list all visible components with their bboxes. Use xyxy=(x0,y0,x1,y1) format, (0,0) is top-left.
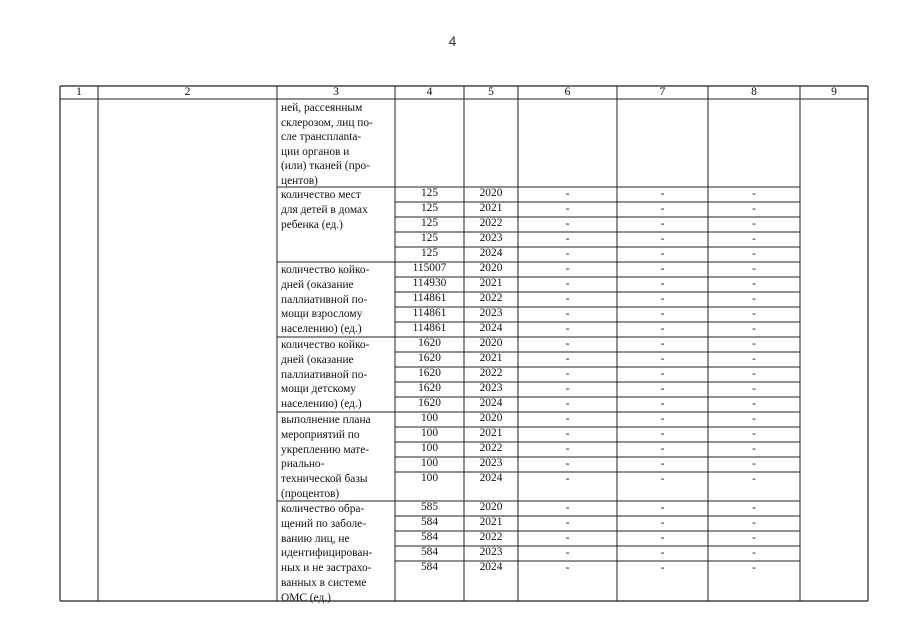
empty-dash-col-8: - xyxy=(752,517,756,529)
indicator-year: 2023 xyxy=(479,232,503,244)
indicator-value: 1620 xyxy=(418,397,441,409)
indicator-year: 2024 xyxy=(479,561,503,573)
indicator-year: 2020 xyxy=(479,187,503,199)
empty-dash-col-6: - xyxy=(565,203,570,215)
empty-dash-col-7: - xyxy=(660,218,665,230)
empty-dash-col-6: - xyxy=(565,368,570,380)
empty-dash-col-6: - xyxy=(565,188,570,200)
empty-dash-col-8: - xyxy=(752,413,756,425)
indicator-value: 125 xyxy=(420,202,439,214)
indicator-name-line: паллиативной по- xyxy=(281,368,368,381)
empty-dash-col-7: - xyxy=(660,473,665,485)
indicator-name-line: дней (оказание xyxy=(281,353,354,366)
indicator-name-line: для детей в домах xyxy=(281,203,368,216)
indicator-year: 2022 xyxy=(479,442,503,454)
indicator-name-line: щений по заболе- xyxy=(281,517,367,530)
empty-dash-col-8: - xyxy=(752,353,756,365)
indicator-name-line: паллиативной по- xyxy=(281,293,368,306)
indicator-year: 2021 xyxy=(479,427,503,439)
indicator-value: 585 xyxy=(420,501,439,513)
indicator-value: 125 xyxy=(420,232,439,244)
indicator-year: 2023 xyxy=(479,307,503,319)
indicator-name-line: ванию лиц, не xyxy=(281,532,350,545)
empty-dash-col-7: - xyxy=(660,413,665,425)
empty-dash-col-7: - xyxy=(660,293,665,305)
indicator-value: 1620 xyxy=(418,367,441,379)
indicator-value: 114861 xyxy=(412,292,447,304)
empty-dash-col-6: - xyxy=(565,338,570,350)
indicator-value: 1620 xyxy=(418,337,441,349)
continuation-text-line: сле трансплanta- xyxy=(281,131,362,143)
empty-dash-col-6: - xyxy=(565,517,570,529)
indicator-year: 2023 xyxy=(479,546,503,558)
column-header-1: 1 xyxy=(76,86,82,98)
empty-dash-col-6: - xyxy=(565,308,570,320)
empty-dash-col-7: - xyxy=(660,398,665,410)
indicator-value: 114861 xyxy=(412,307,447,319)
empty-dash-col-7: - xyxy=(660,263,665,275)
indicator-value: 125 xyxy=(420,187,439,199)
empty-dash-col-8: - xyxy=(752,562,756,574)
indicator-value: 100 xyxy=(420,412,439,424)
indicator-name-line: укреплению мате- xyxy=(281,443,370,456)
empty-dash-col-8: - xyxy=(752,458,756,470)
empty-dash-col-7: - xyxy=(660,502,665,514)
indicator-value: 115007 xyxy=(412,262,447,274)
empty-dash-col-7: - xyxy=(660,188,665,200)
column-header-6: 6 xyxy=(564,86,571,98)
indicator-year: 2020 xyxy=(479,501,503,513)
indicator-value: 584 xyxy=(420,561,439,573)
empty-dash-col-7: - xyxy=(660,562,665,574)
empty-dash-col-7: - xyxy=(660,368,665,380)
empty-dash-col-7: - xyxy=(660,547,665,559)
indicator-value: 100 xyxy=(420,427,439,439)
empty-dash-col-7: - xyxy=(660,308,665,320)
empty-dash-col-6: - xyxy=(565,458,570,470)
indicator-year: 2021 xyxy=(479,202,503,214)
indicator-name-line: идентифицирован- xyxy=(281,547,373,560)
empty-dash-col-6: - xyxy=(565,248,570,260)
indicator-name-line: количество обра- xyxy=(281,503,365,515)
empty-dash-col-8: - xyxy=(752,547,756,559)
empty-dash-col-6: - xyxy=(565,278,570,290)
indicator-name-line: риально- xyxy=(281,458,325,471)
empty-dash-col-6: - xyxy=(565,263,570,275)
empty-dash-col-6: - xyxy=(565,428,570,440)
empty-dash-col-6: - xyxy=(565,383,570,395)
empty-dash-col-7: - xyxy=(660,353,665,365)
indicator-year: 2024 xyxy=(479,397,503,409)
empty-dash-col-7: - xyxy=(660,248,665,260)
column-header-3: 3 xyxy=(333,86,339,98)
empty-dash-col-8: - xyxy=(752,263,756,275)
indicator-value: 100 xyxy=(420,442,439,454)
empty-dash-col-6: - xyxy=(565,353,570,365)
continuation-text-line: центов) xyxy=(281,174,318,187)
empty-dash-col-7: - xyxy=(660,532,665,544)
indicator-year: 2024 xyxy=(479,322,503,334)
indicator-name-line: мероприятий по xyxy=(281,428,360,441)
empty-dash-col-6: - xyxy=(565,323,570,335)
column-header-8: 8 xyxy=(751,86,757,98)
indicator-year: 2022 xyxy=(479,292,503,304)
empty-dash-col-8: - xyxy=(752,323,756,335)
indicator-name-line: мощи взрослому xyxy=(281,308,363,321)
indicator-year: 2021 xyxy=(479,277,503,289)
indicator-value: 114930 xyxy=(412,277,447,289)
empty-dash-col-8: - xyxy=(752,443,756,455)
indicator-year: 2022 xyxy=(479,531,503,543)
empty-dash-col-7: - xyxy=(660,203,665,215)
empty-dash-col-6: - xyxy=(565,562,570,574)
empty-dash-col-8: - xyxy=(752,428,756,440)
column-header-7: 7 xyxy=(659,86,666,98)
empty-dash-col-8: - xyxy=(752,368,756,380)
empty-dash-col-6: - xyxy=(565,502,570,514)
indicator-name-line: мощи детскому xyxy=(281,383,356,396)
indicator-value: 584 xyxy=(420,516,439,528)
empty-dash-col-7: - xyxy=(660,383,665,395)
indicator-value: 584 xyxy=(420,531,439,543)
indicator-year: 2021 xyxy=(479,352,503,364)
indicator-year: 2021 xyxy=(479,516,503,528)
indicator-name-line: ребенка (ед.) xyxy=(281,218,343,231)
continuation-text-line: ней, рассеянным xyxy=(281,102,363,114)
indicator-value: 584 xyxy=(420,546,439,558)
empty-dash-col-8: - xyxy=(752,338,756,350)
indicator-name-line: населению) (ед.) xyxy=(281,398,362,411)
indicator-name-line: ванных в системе xyxy=(281,577,367,589)
indicator-year: 2023 xyxy=(479,457,503,469)
indicator-value: 125 xyxy=(420,217,439,229)
continuation-text-line: (или) тканей (про- xyxy=(281,160,370,172)
indicator-name-line: населению) (ед.) xyxy=(281,323,362,336)
indicator-value: 114861 xyxy=(412,322,447,334)
indicator-name-line: количество мест xyxy=(281,189,361,201)
column-header-2: 2 xyxy=(184,86,191,98)
column-header-9: 9 xyxy=(831,86,837,98)
empty-dash-col-8: - xyxy=(752,218,756,230)
empty-dash-col-6: - xyxy=(565,547,570,559)
indicator-value: 100 xyxy=(420,472,439,484)
empty-dash-col-8: - xyxy=(752,383,756,395)
empty-dash-col-6: - xyxy=(565,398,570,410)
empty-dash-col-8: - xyxy=(752,278,756,290)
indicator-year: 2022 xyxy=(479,217,503,229)
indicator-name-line: количество койко- xyxy=(281,264,370,276)
indicator-year: 2020 xyxy=(479,412,503,424)
indicator-year: 2024 xyxy=(479,247,503,259)
indicator-year: 2023 xyxy=(479,382,503,394)
empty-dash-col-6: - xyxy=(565,532,570,544)
indicator-name-line: выполнение плана xyxy=(281,414,371,426)
empty-dash-col-7: - xyxy=(660,278,665,290)
indicator-value: 1620 xyxy=(418,352,441,364)
empty-dash-col-8: - xyxy=(752,532,756,544)
indicator-year: 2020 xyxy=(479,337,503,349)
indicator-value: 1620 xyxy=(418,382,441,394)
empty-dash-col-8: - xyxy=(752,293,756,305)
indicator-name-line: дней (оказание xyxy=(281,278,354,291)
empty-dash-col-8: - xyxy=(752,233,756,245)
column-header-5: 5 xyxy=(488,86,494,98)
empty-dash-col-6: - xyxy=(565,473,570,485)
empty-dash-col-8: - xyxy=(752,248,756,260)
empty-dash-col-8: - xyxy=(752,398,756,410)
empty-dash-col-8: - xyxy=(752,203,756,215)
empty-dash-col-7: - xyxy=(660,517,665,529)
empty-dash-col-7: - xyxy=(660,323,665,335)
empty-dash-col-8: - xyxy=(752,473,756,485)
empty-dash-col-6: - xyxy=(565,413,570,425)
indicator-name-line: ОМС (ед.) xyxy=(281,591,331,604)
empty-dash-col-7: - xyxy=(660,428,665,440)
column-header-4: 4 xyxy=(426,86,433,98)
indicator-year: 2024 xyxy=(479,472,503,484)
page-number: 4 xyxy=(448,33,457,49)
continuation-text-line: склерозом, лиц по- xyxy=(281,116,373,129)
indicator-year: 2020 xyxy=(479,262,503,274)
indicator-name-line: ных и не застрахо- xyxy=(281,562,372,575)
empty-dash-col-6: - xyxy=(565,218,570,230)
empty-dash-col-7: - xyxy=(660,338,665,350)
empty-dash-col-7: - xyxy=(660,458,665,470)
empty-dash-col-8: - xyxy=(752,308,756,320)
indicator-name-line: количество койко- xyxy=(281,339,370,351)
indicator-name-line: (процентов) xyxy=(281,488,340,500)
empty-dash-col-6: - xyxy=(565,293,570,305)
empty-dash-col-6: - xyxy=(565,233,570,245)
indicator-value: 100 xyxy=(420,457,439,469)
empty-dash-col-8: - xyxy=(752,188,756,200)
continuation-text-line: ции органов и xyxy=(281,145,350,158)
indicator-year: 2022 xyxy=(479,367,503,379)
indicator-value: 125 xyxy=(420,247,439,259)
indicator-name-line: технической базы xyxy=(281,473,368,486)
empty-dash-col-7: - xyxy=(660,443,665,455)
empty-dash-col-7: - xyxy=(660,233,665,245)
empty-dash-col-6: - xyxy=(565,443,570,455)
empty-dash-col-8: - xyxy=(752,502,756,514)
